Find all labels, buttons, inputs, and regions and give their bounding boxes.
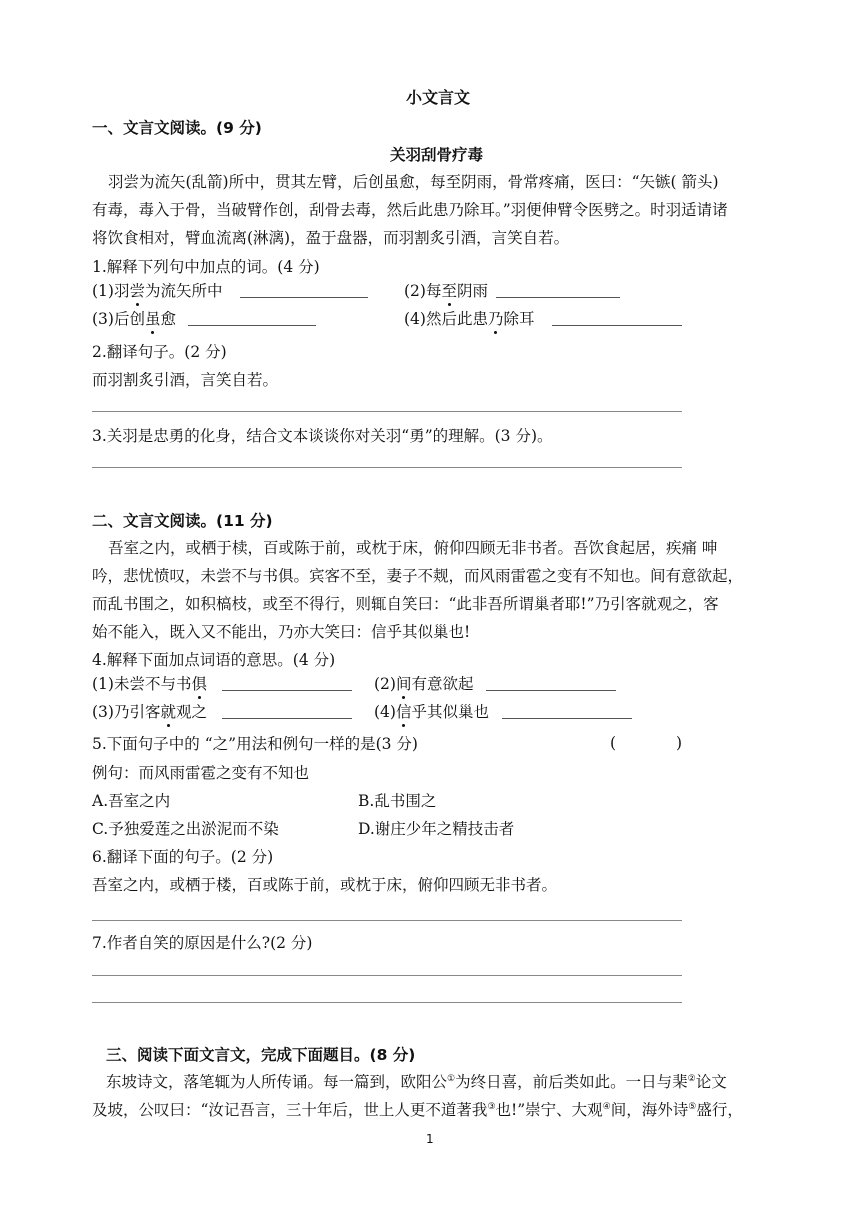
q6-sentence: 吾室之内，或栖于楼，百或陈于前，或枕于床，俯仰四顾无非书者。 — [92, 876, 558, 894]
q5-option-a: A.吾室之内 — [92, 792, 171, 810]
q2-sentence: 而羽割炙引酒，言笑自若。 — [92, 371, 279, 389]
q7-answer-line-2[interactable] — [92, 1002, 682, 1003]
page-number: 1 — [426, 1132, 434, 1146]
q4-item2-answer-line[interactable] — [486, 690, 616, 691]
q5-option-c: C.予独爱莲之出淤泥而不染 — [92, 820, 279, 838]
q4-item4: (4)信乎其似巢也 — [374, 703, 489, 721]
q5-answer-paren-right: ) — [676, 734, 683, 752]
q5-answer-paren-left: ( — [610, 734, 617, 752]
question6: 6.翻译下面的句子。(2 分) — [92, 848, 274, 866]
passage1-title: 关羽刮骨疗毒 — [390, 146, 484, 164]
q4-item4-answer-line[interactable] — [502, 718, 632, 719]
q2-answer-line[interactable] — [92, 411, 682, 412]
q4-item3: (3)乃引客就观之 — [92, 703, 207, 721]
question1: 1.解释下列句中加点的词。(4 分) — [92, 258, 320, 276]
q1-item4: (4)然后此患乃除耳 — [404, 310, 535, 328]
question2: 2.翻译句子。(2 分) — [92, 343, 227, 361]
q1-item1: (1)羽尝为流矢所中 — [92, 282, 223, 300]
q3-answer-line[interactable] — [92, 467, 682, 468]
passage2-line1: 吾室之内，或栖于椟，百或陈于前，或枕于床，俯仰四顾无非书者。吾饮食起居，疾痛 呻 — [108, 539, 718, 557]
section2-heading: 二、文言文阅读。(11 分) — [92, 512, 273, 530]
q7-answer-line-1[interactable] — [92, 975, 682, 976]
q4-item1-answer-line[interactable] — [222, 690, 352, 691]
passage1-line1: 羽尝为流矢(乱箭)所中，贯其左臂，后创虽愈，每至阴雨，骨常疼痛，医曰：“矢镞( 箭头) — [108, 173, 719, 191]
q1-item3-answer-line[interactable] — [188, 325, 316, 326]
q1-item3: (3)后创虽愈 — [92, 310, 176, 328]
section1-heading: 一、文言文阅读。(9 分) — [92, 119, 262, 137]
q1-item2: (2)每至阴雨 — [404, 282, 488, 300]
passage2-line2: 吟，悲忧愤叹，未尝不与书俱。宾客不至，妻子不觌，而风雨雷雹之变有不知也。间有意欲起， — [92, 567, 744, 585]
question7: 7.作者自笑的原因是什么?(2 分) — [92, 934, 313, 952]
q1-item2-answer-line[interactable] — [496, 297, 620, 298]
q4-item3-answer-line[interactable] — [222, 718, 352, 719]
q4-item2: (2)间有意欲起 — [374, 675, 474, 693]
q1-item1-answer-line[interactable] — [240, 297, 368, 298]
q6-answer-line[interactable] — [92, 920, 682, 921]
passage2-line4: 始不能入，既入又不能出，乃亦大笑曰：信乎其似巢也! — [92, 623, 471, 641]
section3-heading: 三、阅读下面文言文，完成下面题目。(8 分) — [106, 1046, 416, 1064]
document-title: 小文言文 — [406, 88, 471, 107]
passage1-line2: 有毒，毒入于骨，当破臂作创，刮骨去毒，然后此患乃除耳。”羽便伸臂令医劈之。时羽适请诸 — [92, 201, 728, 219]
q5-option-d: D.谢庄少年之精技击者 — [358, 820, 515, 838]
passage3-line2: 及坡，公叹曰：“汝记吾言，三十年后，世上人更不道著我③也!”崇宁、大观④间，海外诗⑤盛行， — [92, 1101, 743, 1119]
q5-example: 例句：而风雨雷雹之变有不知也 — [92, 764, 310, 782]
q5-option-b: B.乱书围之 — [358, 792, 437, 810]
question5: 5.下面句子中的 “之”用法和例句一样的是(3 分) — [92, 735, 418, 753]
question3: 3.关羽是忠勇的化身，结合文本谈谈你对关羽“勇”的理解。(3 分)。 — [92, 427, 553, 445]
q5-answer-box[interactable] — [622, 734, 672, 752]
passage2-line3: 而乱书围之，如积槁枝，或至不得行，则辄自笑曰：“此非吾所谓巢者耶!”乃引客就观之，客 — [92, 595, 719, 613]
question4: 4.解释下面加点词语的意思。(4 分) — [92, 651, 336, 669]
passage1-line3: 将饮食相对，臂血流离(淋漓)，盈于盘器，而羽割炙引酒，言笑自若。 — [92, 229, 570, 247]
q1-item4-answer-line[interactable] — [552, 325, 682, 326]
passage3-line1: 东坡诗文，落笔辄为人所传诵。每一篇到，欧阳公①为终日喜，前后类如此。一日与棐②论文 — [106, 1073, 727, 1091]
q4-item1: (1)未尝不与书俱 — [92, 675, 207, 693]
